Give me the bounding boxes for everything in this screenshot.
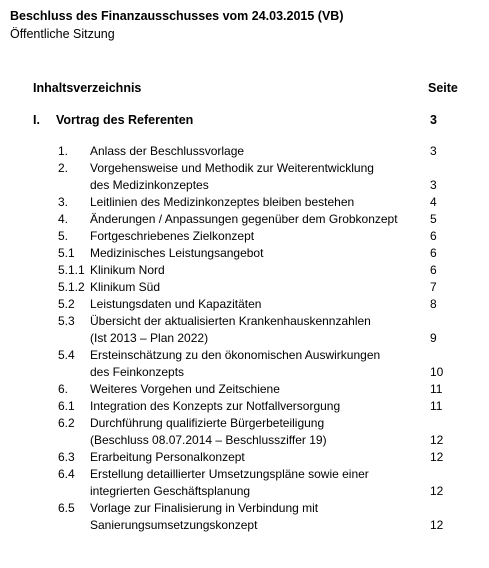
toc-entry-title: Änderungen / Anpassungen gegenüber dem Grobkonzept [90,212,398,226]
toc-entry-page: 6 [430,263,437,277]
toc-entry-title: Klinikum Süd [90,280,161,294]
toc-entry-page: 5 [430,212,437,226]
toc-heading: Inhaltsverzeichnis [33,81,142,95]
toc-entry-page: 6 [430,229,437,243]
toc-entry-title: Leitlinien des Medizinkonzeptes bleiben bestehen [90,195,355,209]
document-header-subtitle: Öffentliche Sitzung [10,27,115,41]
section-title: Vortrag des Referenten [56,113,194,127]
toc-entry-title: Klinikum Nord [90,263,165,277]
toc-entry-page: 4 [430,195,437,209]
toc-entry-page: 11 [430,382,443,396]
toc-entry-title: Ersteinschätzung zu den ökonomischen Auswirkungen [90,348,381,362]
toc-entry-number: 6.4 [58,467,75,481]
toc-entry-page: 9 [430,331,437,345]
toc-entry-title: Fortgeschriebenes Zielkonzept [90,229,255,243]
toc-entry-title: Erstellung detaillierter Umsetzungspläne sowie einer [90,467,369,481]
toc-entry-number: 5.1 [58,246,75,260]
toc-entry-title: integrierten Geschäftsplanung [90,484,251,498]
toc-entry-title: Übersicht der aktualisierten Krankenhauskennzahlen [90,314,371,328]
toc-entry-title: des Medizinkonzeptes [90,178,209,192]
toc-entry-number: 3. [58,195,69,209]
toc-entry-page: 10 [430,365,444,379]
toc-entry-number: 6.1 [58,399,75,413]
toc-entry-page: 6 [430,246,437,260]
toc-entry-title: Durchführung qualifizierte Bürgerbeteiligung [90,416,325,430]
toc-entry-number: 6. [58,382,69,396]
toc-entry-title: (Beschluss 08.07.2014 – Beschlussziffer 19) [90,433,327,447]
toc-entry-page: 8 [430,297,437,311]
toc-entry-page: 11 [430,399,443,413]
toc-page-heading: Seite [428,81,458,95]
toc-entry-page: 12 [430,484,444,498]
toc-entry-title: Weiteres Vorgehen und Zeitschiene [90,382,280,396]
toc-entry-number: 5.2 [58,297,75,311]
toc-entry-title: Erarbeitung Personalkonzept [90,450,245,464]
section-page: 3 [430,113,437,127]
toc-entry-title: Vorlage zur Finalisierung in Verbindung mit [90,501,319,515]
toc-entry-number: 5. [58,229,69,243]
toc-entry-title: Sanierungsumsetzungskonzept [90,518,258,532]
toc-entry-number: 2. [58,161,69,175]
toc-entry-number: 5.1.2 [58,280,85,294]
toc-entry-page: 12 [430,450,444,464]
section-number: I. [33,113,40,127]
toc-entry-page: 7 [430,280,437,294]
toc-entry-title: Leistungsdaten und Kapazitäten [90,297,262,311]
toc-entry-title: des Feinkonzepts [90,365,185,379]
toc-entry-page: 12 [430,518,444,532]
toc-entry-title: Vorgehensweise und Methodik zur Weiterentwicklung [90,161,374,175]
toc-entry-number: 6.3 [58,450,75,464]
toc-entry-number: 4. [58,212,69,226]
toc-entry-title: (Ist 2013 – Plan 2022) [90,331,209,345]
toc-entry-number: 5.1.1 [58,263,85,277]
toc-entry-number: 5.4 [58,348,75,362]
toc-entry-page: 3 [430,178,437,192]
document-header-title: Beschluss des Finanzausschusses vom 24.03.2015 (VB) [10,9,344,23]
toc-entry-page: 12 [430,433,444,447]
toc-entry-number: 5.3 [58,314,75,328]
toc-entry-page: 3 [430,144,437,158]
toc-entry-title: Medizinisches Leistungsangebot [90,246,264,260]
toc-entry-number: 1. [58,144,69,158]
toc-entry-number: 6.2 [58,416,75,430]
toc-entry-title: Integration des Konzepts zur Notfallversorgung [90,399,341,413]
toc-entry-title: Anlass der Beschlussvorlage [90,144,245,158]
toc-entry-number: 6.5 [58,501,75,515]
